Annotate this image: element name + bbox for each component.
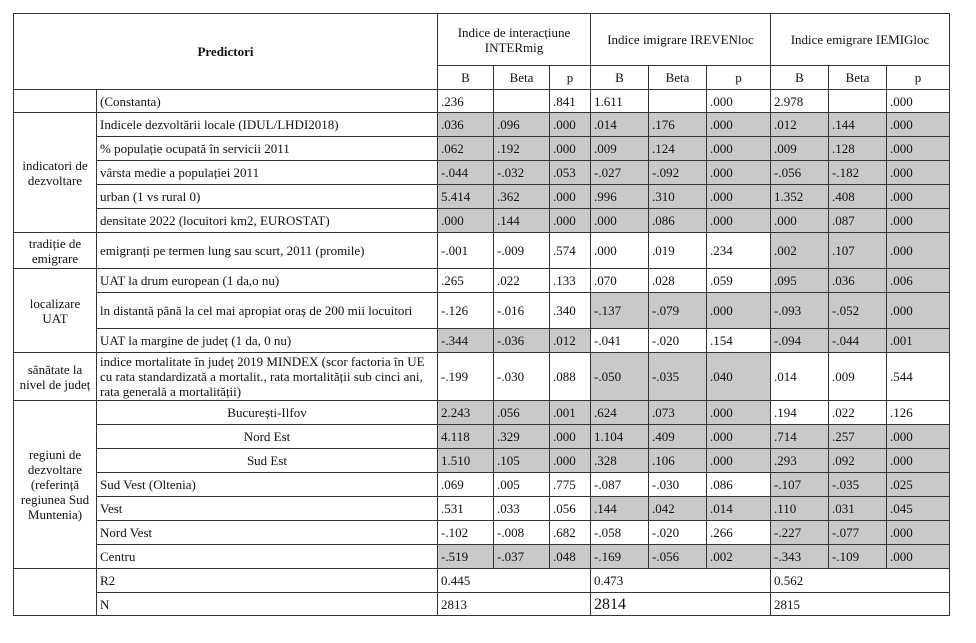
value-b: -.087	[591, 473, 649, 497]
value-p: .053	[550, 161, 591, 185]
value-beta: .019	[649, 233, 707, 269]
value-b: -.027	[591, 161, 649, 185]
value-b: .531	[438, 497, 494, 521]
value-b: .014	[771, 353, 829, 401]
value-b: -.343	[771, 545, 829, 569]
n-value: 2813	[438, 593, 591, 616]
value-p: .000	[887, 113, 950, 137]
value-beta: -.037	[494, 545, 550, 569]
value-p: .000	[550, 449, 591, 473]
regression-table	[13, 13, 950, 616]
value-p: .000	[887, 137, 950, 161]
value-beta: .005	[494, 473, 550, 497]
predictor-label: Sud Vest (Oltenia)	[97, 473, 438, 497]
value-beta: .056	[494, 401, 550, 425]
value-p: .000	[707, 293, 771, 329]
table-row	[14, 449, 950, 473]
value-p: .000	[887, 90, 950, 113]
value-b: -.199	[438, 353, 494, 401]
predictor-label: densitate 2022 (locuitori km2, EUROSTAT)	[97, 209, 438, 233]
subheader-p: p	[887, 66, 950, 90]
value-p: .574	[550, 233, 591, 269]
value-beta: -.008	[494, 521, 550, 545]
subheader-b: B	[438, 66, 494, 90]
value-b: .012	[771, 113, 829, 137]
value-p: .841	[550, 90, 591, 113]
n-value: 2814	[591, 593, 771, 616]
value-beta: .107	[829, 233, 887, 269]
value-b: .009	[771, 137, 829, 161]
value-beta: .257	[829, 425, 887, 449]
value-b: -.344	[438, 329, 494, 353]
value-beta: -.036	[494, 329, 550, 353]
predictor-label: emigranți pe termen lung sau scurt, 2011 (promile)	[97, 233, 438, 269]
value-b: 2.243	[438, 401, 494, 425]
header-group-iemigloc: Indice emigrare IEMIGloc	[771, 14, 950, 66]
predictor-label: Sud Est	[97, 449, 438, 473]
value-p: .000	[707, 401, 771, 425]
value-beta: .092	[829, 449, 887, 473]
category-label: sănătate la nivel de județ	[14, 353, 97, 401]
predictor-label: UAT la margine de județ (1 da, 0 nu)	[97, 329, 438, 353]
value-b: -.126	[438, 293, 494, 329]
value-beta: .096	[494, 113, 550, 137]
value-p: .000	[550, 425, 591, 449]
value-beta: .362	[494, 185, 550, 209]
value-b: .000	[591, 233, 649, 269]
table-row	[14, 425, 950, 449]
value-b: .996	[591, 185, 649, 209]
value-beta	[494, 90, 550, 113]
value-beta: -.052	[829, 293, 887, 329]
category-label: regiuni de dezvoltare (referință regiunea Sud Muntenia)	[14, 401, 97, 569]
predictor-label: Vest	[97, 497, 438, 521]
subheader-p: p	[550, 66, 591, 90]
value-p: .000	[550, 209, 591, 233]
value-p: .000	[707, 161, 771, 185]
subheader-beta: Beta	[829, 66, 887, 90]
value-p: .045	[887, 497, 950, 521]
value-b: 2.978	[771, 90, 829, 113]
value-beta	[829, 90, 887, 113]
table-row	[14, 521, 950, 545]
value-beta: .073	[649, 401, 707, 425]
value-p: .000	[887, 293, 950, 329]
value-b: .070	[591, 269, 649, 293]
r2-value: 0.445	[438, 569, 591, 593]
value-p: .000	[887, 161, 950, 185]
value-beta: .033	[494, 497, 550, 521]
value-p: .025	[887, 473, 950, 497]
table-row	[14, 497, 950, 521]
value-beta: -.020	[649, 521, 707, 545]
value-p: .340	[550, 293, 591, 329]
value-b: -.093	[771, 293, 829, 329]
regression-table-wrapper	[13, 13, 950, 616]
value-p: .682	[550, 521, 591, 545]
value-b: .328	[591, 449, 649, 473]
value-b: 1.510	[438, 449, 494, 473]
value-beta: .124	[649, 137, 707, 161]
value-p: .775	[550, 473, 591, 497]
value-b: -.102	[438, 521, 494, 545]
value-p: .040	[707, 353, 771, 401]
value-b: .036	[438, 113, 494, 137]
value-beta: .105	[494, 449, 550, 473]
value-p: .266	[707, 521, 771, 545]
value-b: -.050	[591, 353, 649, 401]
value-b: .265	[438, 269, 494, 293]
table-row	[14, 401, 950, 425]
value-beta: -.079	[649, 293, 707, 329]
subheader-b: B	[591, 66, 649, 90]
value-p: .000	[887, 425, 950, 449]
value-beta: -.020	[649, 329, 707, 353]
value-b: 5.414	[438, 185, 494, 209]
value-p: .059	[707, 269, 771, 293]
table-row	[14, 269, 950, 293]
header-predictors: Predictori	[14, 14, 438, 90]
table-row	[14, 353, 950, 401]
table-row	[14, 161, 950, 185]
predictor-label: % populație ocupată în servicii 2011	[97, 137, 438, 161]
value-beta: .192	[494, 137, 550, 161]
table-row	[14, 185, 950, 209]
table-row	[14, 113, 950, 137]
value-beta: -.030	[494, 353, 550, 401]
value-beta	[649, 90, 707, 113]
value-b: -.227	[771, 521, 829, 545]
value-p: .000	[887, 545, 950, 569]
r2-value: 0.473	[591, 569, 771, 593]
value-p: .000	[707, 185, 771, 209]
value-p: .001	[550, 401, 591, 425]
value-b: .624	[591, 401, 649, 425]
value-p: .000	[887, 521, 950, 545]
value-b: .293	[771, 449, 829, 473]
value-p: .000	[887, 449, 950, 473]
table-row	[14, 593, 950, 616]
category-label: localizare UAT	[14, 269, 97, 353]
predictor-label: Nord Vest	[97, 521, 438, 545]
value-beta: .144	[494, 209, 550, 233]
value-beta: -.077	[829, 521, 887, 545]
value-beta: .022	[829, 401, 887, 425]
value-b: -.044	[438, 161, 494, 185]
stat-label: R2	[97, 569, 438, 593]
value-b: -.056	[771, 161, 829, 185]
value-p: .234	[707, 233, 771, 269]
table-body	[14, 90, 950, 616]
value-p: .000	[887, 233, 950, 269]
predictor-label: vârsta medie a populației 2011	[97, 161, 438, 185]
table-row	[14, 293, 950, 329]
value-b: -.058	[591, 521, 649, 545]
value-p: .000	[550, 185, 591, 209]
value-b: .069	[438, 473, 494, 497]
value-beta: -.056	[649, 545, 707, 569]
value-beta: .031	[829, 497, 887, 521]
value-b: .009	[591, 137, 649, 161]
value-p: .154	[707, 329, 771, 353]
value-p: .000	[707, 449, 771, 473]
value-beta: -.044	[829, 329, 887, 353]
value-p: .133	[550, 269, 591, 293]
value-beta: -.035	[649, 353, 707, 401]
table-row	[14, 545, 950, 569]
value-b: .110	[771, 497, 829, 521]
value-beta: .144	[829, 113, 887, 137]
value-b: .000	[591, 209, 649, 233]
predictor-label: indice mortalitate în județ 2019 MINDEX (scor factoria în UE cu rata standardizată a mortalit., rata mortalității sub cinci ani, rata generală a mortalității)	[97, 353, 438, 401]
table-row	[14, 137, 950, 161]
value-beta: .409	[649, 425, 707, 449]
table-row	[14, 90, 950, 113]
value-b: -.169	[591, 545, 649, 569]
predictor-label: Nord Est	[97, 425, 438, 449]
predictor-label: (Constanta)	[97, 90, 438, 113]
value-p: .000	[707, 90, 771, 113]
value-b: -.519	[438, 545, 494, 569]
value-p: .014	[707, 497, 771, 521]
value-b: -.137	[591, 293, 649, 329]
value-b: .194	[771, 401, 829, 425]
value-b: .236	[438, 90, 494, 113]
value-beta: .128	[829, 137, 887, 161]
value-p: .000	[707, 209, 771, 233]
value-beta: .106	[649, 449, 707, 473]
value-beta: -.016	[494, 293, 550, 329]
value-beta: .036	[829, 269, 887, 293]
table-row	[14, 209, 950, 233]
value-beta: .028	[649, 269, 707, 293]
value-p: .000	[887, 209, 950, 233]
subheader-b: B	[771, 66, 829, 90]
value-p: .000	[550, 137, 591, 161]
predictor-label: urban (1 vs rural 0)	[97, 185, 438, 209]
subheader-beta: Beta	[494, 66, 550, 90]
value-beta: -.035	[829, 473, 887, 497]
value-p: .126	[887, 401, 950, 425]
value-b: .002	[771, 233, 829, 269]
table-row	[14, 329, 950, 353]
value-beta: -.182	[829, 161, 887, 185]
value-p: .088	[550, 353, 591, 401]
value-beta: -.030	[649, 473, 707, 497]
category-label: indicatori de dezvoltare	[14, 113, 97, 233]
predictor-label: UAT la drum european (1 da,o nu)	[97, 269, 438, 293]
value-beta: .022	[494, 269, 550, 293]
subheader-beta: Beta	[649, 66, 707, 90]
value-p: .000	[887, 185, 950, 209]
value-b: .714	[771, 425, 829, 449]
value-beta: -.032	[494, 161, 550, 185]
value-p: .002	[707, 545, 771, 569]
subheader-p: p	[707, 66, 771, 90]
value-b: .014	[591, 113, 649, 137]
value-p: .000	[707, 113, 771, 137]
category-empty	[14, 90, 97, 113]
table-row	[14, 233, 950, 269]
header-group-intermig: Indice de interacțiune INTERmig	[438, 14, 591, 66]
value-b: 1.611	[591, 90, 649, 113]
value-beta: .176	[649, 113, 707, 137]
category-empty	[14, 569, 97, 616]
value-beta: -.109	[829, 545, 887, 569]
value-p: .001	[887, 329, 950, 353]
value-b: -.041	[591, 329, 649, 353]
n-value: 2815	[771, 593, 950, 616]
value-p: .000	[707, 137, 771, 161]
value-p: .056	[550, 497, 591, 521]
predictor-label: ln distantă până la cel mai apropiat oraș de 200 mii locuitori	[97, 293, 438, 329]
predictor-label: Centru	[97, 545, 438, 569]
value-beta: .086	[649, 209, 707, 233]
value-p: .048	[550, 545, 591, 569]
value-b: 1.104	[591, 425, 649, 449]
value-b: .144	[591, 497, 649, 521]
value-b: -.094	[771, 329, 829, 353]
value-b: -.107	[771, 473, 829, 497]
value-p: .000	[707, 425, 771, 449]
value-beta: .087	[829, 209, 887, 233]
r2-value: 0.562	[771, 569, 950, 593]
value-p: .012	[550, 329, 591, 353]
value-p: .000	[550, 113, 591, 137]
predictor-label: Indicele dezvoltării locale (IDUL/LHDI2018)	[97, 113, 438, 137]
value-beta: -.009	[494, 233, 550, 269]
value-beta: .310	[649, 185, 707, 209]
value-b: .000	[771, 209, 829, 233]
header-group-irevenloc: Indice imigrare IREVENloc	[591, 14, 771, 66]
value-p: .006	[887, 269, 950, 293]
value-b: 4.118	[438, 425, 494, 449]
value-p: .544	[887, 353, 950, 401]
value-beta: .042	[649, 497, 707, 521]
value-b: -.001	[438, 233, 494, 269]
value-b: .000	[438, 209, 494, 233]
table-row	[14, 569, 950, 593]
value-beta: .329	[494, 425, 550, 449]
value-beta: -.092	[649, 161, 707, 185]
predictor-label: București-Ilfov	[97, 401, 438, 425]
value-beta: .009	[829, 353, 887, 401]
value-b: 1.352	[771, 185, 829, 209]
value-b: .062	[438, 137, 494, 161]
value-b: .095	[771, 269, 829, 293]
table-row	[14, 473, 950, 497]
category-label: tradiție de emigrare	[14, 233, 97, 269]
stat-label: N	[97, 593, 438, 616]
value-p: .086	[707, 473, 771, 497]
value-beta: .408	[829, 185, 887, 209]
